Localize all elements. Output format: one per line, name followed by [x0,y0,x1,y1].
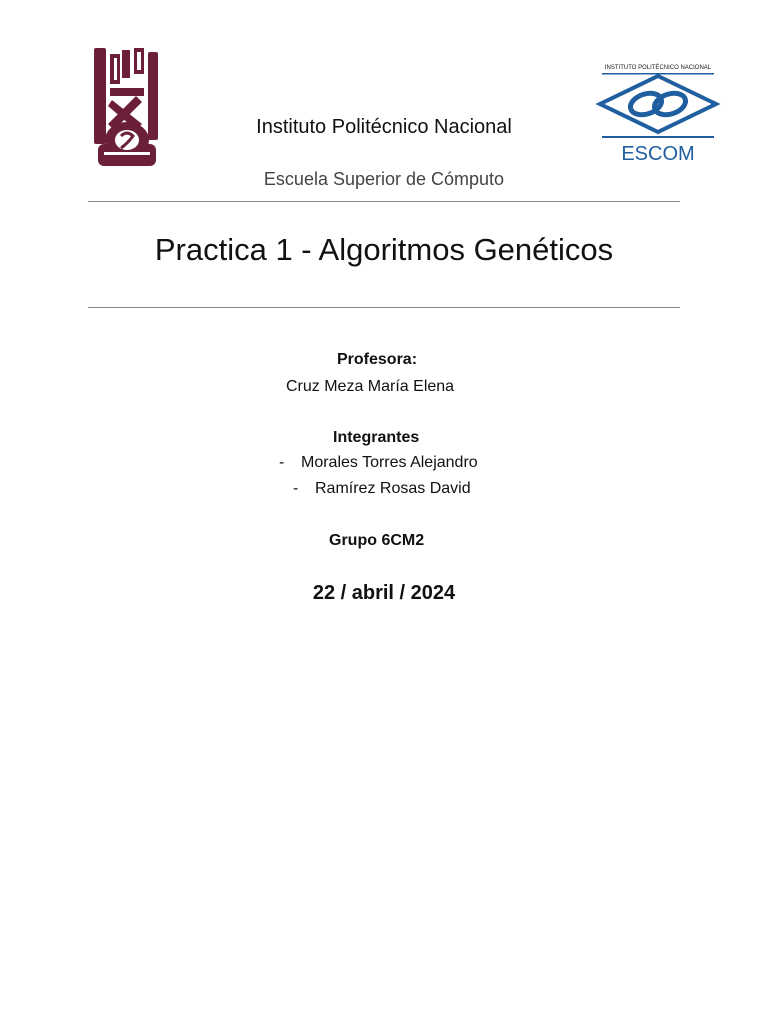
member-name: Ramírez Rosas David [315,480,471,497]
list-bullet: - [293,480,299,497]
document-title: Practica 1 - Algoritmos Genéticos [154,232,614,267]
members-label: Integrantes [333,429,420,446]
professor-name: Cruz Meza María Elena [286,378,455,395]
svg-text:ESCOM: ESCOM [621,143,695,165]
ipn-seal-icon [88,44,166,180]
svg-text:INSTITUTO POLITÉCNICO NACIONAL: INSTITUTO POLITÉCNICO NACIONAL [604,65,712,71]
list-bullet: - [279,454,285,471]
professor-label: Profesora: [337,351,418,368]
escom-logo-icon [594,62,722,166]
group-label: Grupo 6CM2 [329,532,425,549]
institute-name: Instituto Politécnico Nacional [256,116,512,138]
member-name: Morales Torres Alejandro [301,454,478,471]
bottom-divider [88,307,680,308]
document-date: 22 / abril / 2024 [312,582,456,604]
school-name: Escuela Superior de Cómputo [263,169,505,189]
top-divider [88,201,680,202]
